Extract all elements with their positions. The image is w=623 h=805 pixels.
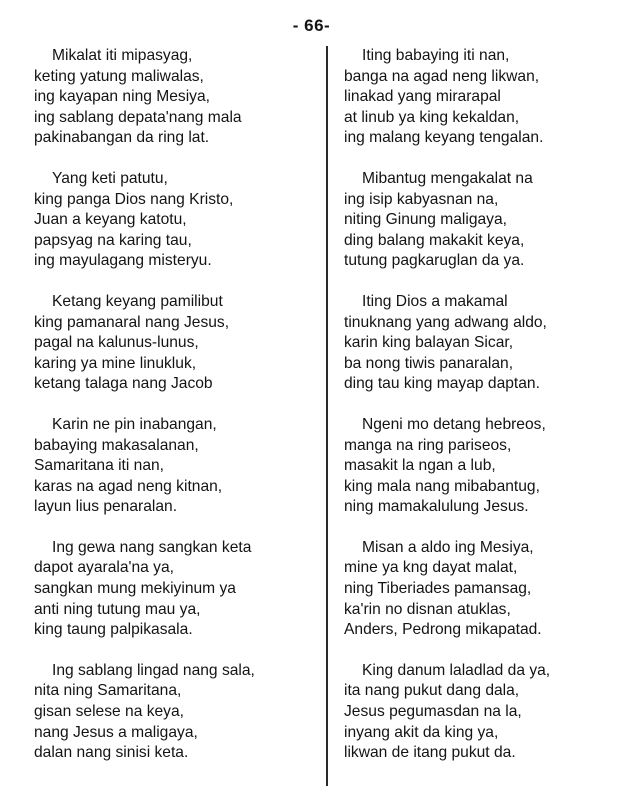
verse-line: ing kayapan ning Mesiya, [34,88,210,106]
verse-line: keting yatung maliwalas, [34,67,204,85]
verse-line: sangkan mung mekiyinum ya [34,580,236,598]
page-number: - 66- [292,16,331,35]
verse-line: tutung pagkaruglan da ya. [344,252,525,270]
verse-line: king pamanaral nang Jesus, [34,313,230,331]
verse-line: babaying makasalanan, [34,436,199,454]
stanza [34,661,324,764]
verse-line: niting Ginung maligaya, [344,211,507,229]
verse-line: ing malang keyang tengalan. [344,129,544,147]
verse-line: Yang keti patutu, [52,169,168,187]
verse-line: Karin ne pin inabangan, [52,415,217,433]
verse-line: layun lius penaralan. [34,498,178,516]
verse-line: Mibantug mengakalat na [362,169,533,187]
verse-line: banga na agad neng likwan, [344,67,540,85]
verse-line: dapot ayarala'na ya, [34,559,174,577]
verse-line: King danum laladlad da ya, [362,661,551,679]
verse-line: king panga Dios nang Kristo, [34,190,234,208]
verse-line: linakad yang mirarapal [344,88,501,106]
left-column [34,46,324,784]
verse-line: Ing sablang lingad nang sala, [52,661,255,679]
verse-line: pagal na kalunus-lunus, [34,334,199,352]
verse-line: Misan a aldo ing Mesiya, [362,538,534,556]
stanza [344,292,623,395]
verse-line: ing isip kabyasnan na, [344,190,499,208]
verse-line: manga na ring pariseos, [344,436,512,454]
verse-line: Anders, Pedrong mikapatad. [344,621,542,639]
verse-line: mine ya kng dayat malat, [344,559,518,577]
verse-line: ing mayulagang misteryu. [34,252,212,270]
stanza [344,169,623,272]
verse-line: dalan nang sinisi keta. [34,744,189,762]
verse-line: ketang talaga nang Jacob [34,375,213,393]
verse-line: pakinabangan da ring lat. [34,129,210,147]
stanza [34,538,324,641]
stanza [34,415,324,518]
stanza [34,46,324,149]
stanza [344,661,623,764]
verse-line: gisan selese na keya, [34,703,184,721]
verse-line: king taung palpikasala. [34,621,193,639]
verse-line: ding balang makakit keya, [344,231,525,249]
verse-line: Ing gewa nang sangkan keta [52,538,252,556]
verse-line: inyang akit da king ya, [344,723,499,741]
verse-line: papsyag na karing tau, [34,231,192,249]
stanza [344,46,623,149]
verse-line: nita ning Samaritana, [34,682,182,700]
verse-line: ba nong tiwis panaralan, [344,354,514,372]
stanza [34,292,324,395]
verse-line: tinuknang yang adwang aldo, [344,313,547,331]
verse-line: ing sablang depata'nang mala [34,108,242,126]
verse-line: ning Tiberiades pamansag, [344,580,532,598]
verse-line: karas na agad neng kitnan, [34,477,223,495]
verse-line: masakit la ngan a lub, [344,457,496,475]
verse-line: ita nang pukut dang dala, [344,682,520,700]
stanza [34,169,324,272]
verse-line: Iting babaying iti nan, [362,47,510,64]
verse-line: Ketang keyang pamilibut [52,292,223,310]
stanza [344,538,623,641]
verse-line: anti ning tutung mau ya, [34,600,201,618]
verse-line: ning mamakalulung Jesus. [344,498,529,516]
verse-line: Iting Dios a makamal [362,292,508,310]
verse-line: Juan a keyang katotu, [34,211,187,229]
verse-line: karing ya mine linukluk, [34,354,197,372]
column-divider [326,46,328,786]
verse-line: Ngeni mo detang hebreos, [362,415,546,433]
verse-line: king mala nang mibabantug, [344,477,540,495]
verse-line: ding tau king mayap daptan. [344,375,540,393]
right-column [344,46,623,784]
verse-line: Mikalat iti mipasyag, [52,47,193,64]
stanza [344,415,623,518]
verse-line: karin king balayan Sicar, [344,334,514,352]
verse-line: likwan de itang pukut da. [344,744,516,762]
verse-line: Samaritana iti nan, [34,457,165,475]
verse-line: nang Jesus a maligaya, [34,723,198,741]
verse-line: ka'rin no disnan atuklas, [344,600,511,618]
verse-line: Jesus pegumasdan na la, [344,703,522,721]
verse-line: at linub ya king kekaldan, [344,108,520,126]
